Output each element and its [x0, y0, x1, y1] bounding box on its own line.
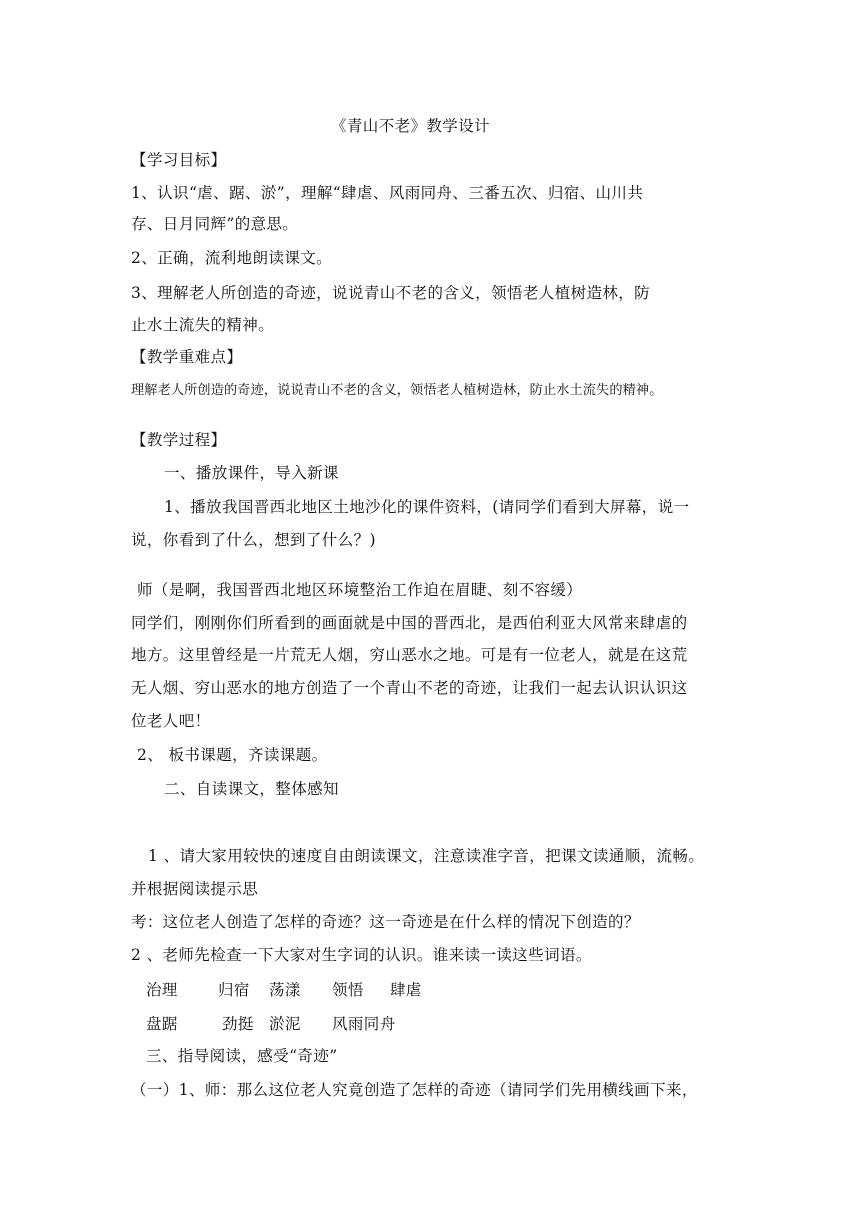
vocab-word: 领悟 — [332, 981, 364, 999]
step-2-item-1-line-3: 考：这位老人创造了怎样的奇迹？这一奇迹是在什么样的情况下创造的？ — [131, 913, 640, 931]
paragraph-line-4: 位老人吧！ — [131, 712, 211, 730]
step-2-heading: 二、自读课文，整体感知 — [164, 780, 339, 798]
vocab-word: 风雨同舟 — [332, 1015, 396, 1033]
vocab-word: 劲挺 — [222, 1015, 254, 1033]
step-3-item-1: （一）1、师：那么这位老人究竟创造了怎样的奇迹（请同学们先用横线画下来， — [131, 1081, 698, 1099]
goal-3-line-2: 止水土流失的精神。 — [131, 316, 275, 334]
step-1-item-1-line-2: 说，你看到了什么，想到了什么？) — [131, 531, 376, 549]
vocab-word: 淤泥 — [269, 1015, 301, 1033]
step-2-item-1-line-1: 1 、请大家用较快的速度自由朗读课文，注意读准字音，把课文读通顺，流畅。 — [148, 847, 705, 865]
step-2-item-2: 2 、老师先检查一下大家对生字词的认识。谁来读一读这些词语。 — [131, 946, 592, 964]
goals-heading: 【学习目标】 — [131, 151, 227, 169]
vocab-word: 治理 — [146, 981, 178, 999]
step-1-item-2: 2、 板书课题，齐读课题。 — [137, 746, 328, 764]
vocab-word: 盘踞 — [146, 1015, 178, 1033]
paragraph-line-1: 同学们，刚刚你们所看到的画面就是中国的晋西北，是西伯利亚大风常来肆虐的 — [131, 614, 688, 632]
step-3-heading: 三、指导阅读，感受“奇迹” — [146, 1047, 338, 1065]
document-title: 《青山不老》教学设计 — [331, 117, 491, 135]
paragraph-line-2: 地方。这里曾经是一片荒无人烟，穷山恶水之地。可是有一位老人，就是在这荒 — [131, 646, 688, 664]
step-1-item-1-line-1: 1、播放我国晋西北地区土地沙化的课件资料，(请同学们看到大屏幕，说一 — [164, 498, 690, 516]
key-points-heading: 【教学重难点】 — [131, 348, 243, 366]
goal-2: 2、正确，流利地朗读课文。 — [131, 249, 333, 267]
step-2-item-1-line-2: 并根据阅读提示思 — [131, 880, 259, 898]
vocab-word: 归宿 — [218, 981, 250, 999]
teacher-line: 师（是啊，我国晋西北地区环境整治工作迫在眉睫、刻不容缓） — [137, 581, 583, 599]
key-points-text: 理解老人所创造的奇迹，说说青山不老的含义，领悟老人植树造林，防止水土流失的精神。 — [131, 383, 663, 398]
vocab-word: 荡漾 — [269, 981, 301, 999]
process-heading: 【教学过程】 — [131, 431, 227, 449]
goal-1-line-1: 1、认识“虐、踞、淤”，理解“肆虐、风雨同舟、三番五次、归宿、山川共 — [131, 184, 644, 202]
vocab-word: 肆虐 — [390, 981, 422, 999]
goal-3-line-1: 3、理解老人所创造的奇迹，说说青山不老的含义，领悟老人植树造林，防 — [131, 284, 651, 302]
goal-1-line-2: 存、日月同辉”的意思。 — [131, 215, 299, 233]
paragraph-line-3: 无人烟、穷山恶水的地方创造了一个青山不老的奇迹，让我们一起去认识认识这 — [131, 679, 688, 697]
step-1-heading: 一、播放课件，导入新课 — [164, 464, 339, 482]
